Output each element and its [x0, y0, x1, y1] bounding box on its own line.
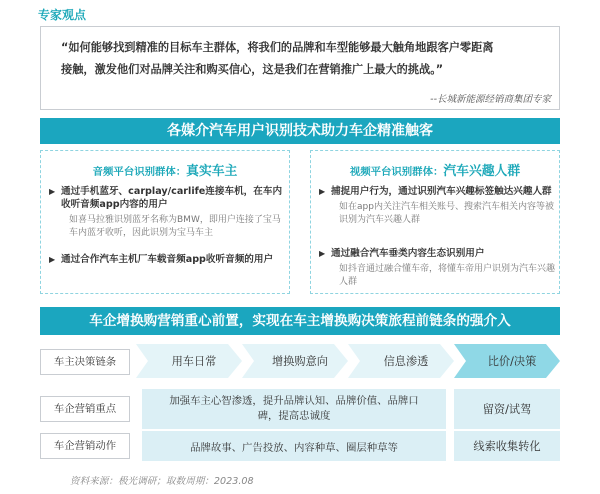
decision-step-3: 信息渗透	[383, 355, 429, 368]
expert-quote-box	[40, 26, 560, 110]
quote-line-2: 接触，激发他们对品牌关注和购买信心，这是我们在营销推广上最大的挑战。”	[61, 63, 444, 76]
quote-line-1: “如何能够找到精准的目标车主群体，将我们的品牌和车型能够最大触角地跟客户零距离	[61, 41, 494, 54]
quote-text	[61, 37, 547, 81]
source-footnote: 资料来源：极光调研；取数周期：2023.08	[70, 476, 254, 487]
audio-panel-title	[41, 160, 289, 179]
decision-chain-label: 车主决策链条	[40, 349, 130, 375]
video-platform-panel	[310, 150, 560, 294]
audio-panel-title-strong: 真实车主	[186, 164, 238, 179]
marketing-shift-banner: 车企增换购营销重心前置，实现在车主增换购决策旅程前链条的强介入	[40, 307, 560, 335]
decision-step-2: 增换购意向	[272, 355, 328, 368]
audio-platform-panel	[40, 150, 290, 294]
video-item-1-title: 捕捉用户行为，通过识别汽车兴趣标签触达兴趣人群	[331, 186, 552, 197]
video-item-1	[319, 185, 555, 226]
triangle-bullet-icon: ▶	[49, 187, 56, 196]
audio-item-2	[49, 253, 285, 266]
audio-item-2-title: 通过合作汽车主机厂车载音频app收听音频的用户	[61, 254, 274, 265]
marketing-actions-side: 线索收集转化	[454, 431, 560, 461]
audio-item-1-desc: 如喜马拉雅识别蓝牙名称为BMW，即用户连接了宝马车内蓝牙收听，因此识别为宝马车主	[69, 215, 281, 238]
audio-item-1-title: 通过手机蓝牙、carplay/carlife连接车机，在车内收听音频app内容的用户	[61, 186, 283, 210]
video-panel-title-strong: 汽车兴趣人群	[443, 164, 521, 179]
video-item-2-desc: 如抖音通过融合懂车帝，将懂车帝用户识别为汽车兴趣人群	[339, 264, 556, 287]
decision-step-4: 比价/决策	[487, 355, 537, 368]
marketing-actions-label: 车企营销动作	[40, 433, 130, 459]
media-recognition-banner: 各媒介汽车用户识别技术助力车企精准触客	[40, 118, 560, 144]
section-title: 专家观点	[38, 8, 87, 22]
triangle-bullet-icon: ▶	[49, 255, 56, 264]
triangle-bullet-icon: ▶	[319, 249, 326, 258]
marketing-focus-side: 留资/试驾	[454, 389, 560, 429]
video-item-1-desc: 如在app内关注汽车相关账号、搜索汽车相关内容等被识别为汽车兴趣人群	[339, 202, 554, 225]
marketing-focus-main: 加强车主心智渗透，提升品牌认知、品牌价值、品牌口碑，提高忠诚度	[142, 389, 446, 429]
audio-item-1	[49, 185, 285, 239]
audio-panel-title-prefix: 音频平台识别群体：	[92, 166, 187, 178]
marketing-focus-label: 车企营销重点	[40, 396, 130, 422]
decision-step-1: 用车日常	[171, 355, 217, 368]
marketing-actions-main: 品牌故事、广告投放、内容种草、圈层种草等	[142, 431, 446, 461]
video-item-2-title: 通过融合汽车垂类内容生态识别用户	[331, 248, 485, 259]
video-item-2	[319, 247, 555, 288]
video-panel-title-prefix: 视频平台识别群体：	[349, 166, 444, 178]
quote-source: --长城新能源经销商集团专家	[430, 94, 551, 105]
video-panel-title	[311, 160, 559, 179]
triangle-bullet-icon: ▶	[319, 187, 326, 196]
